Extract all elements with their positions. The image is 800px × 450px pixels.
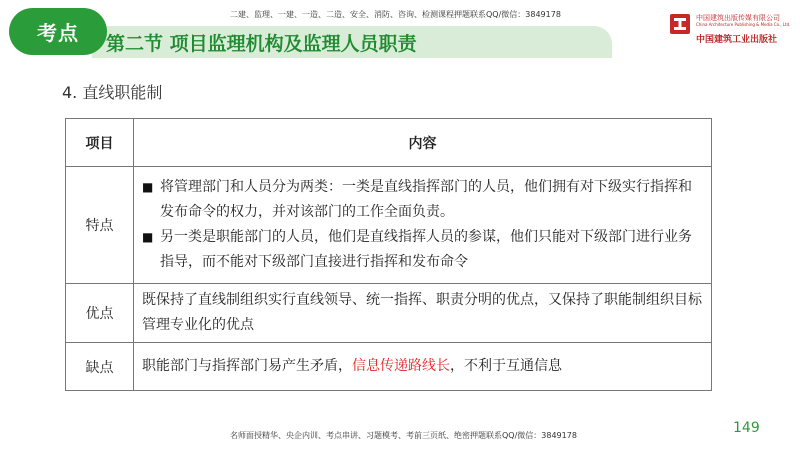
page-number: 149 [733, 420, 760, 436]
publisher-logo-icon [668, 12, 692, 36]
features-content [134, 167, 712, 284]
features-label: 特点 [66, 167, 134, 284]
highlighted-text: 信息传递路线长 [352, 358, 450, 374]
publisher-logo-block [668, 10, 793, 46]
features-bullet-1: ■ 将管理部门和人员分为两类：一类是直线指挥部门的人员，他们拥有对下级实行指挥和发布命令的权力，并对该部门的工作全面负责。 [142, 175, 703, 225]
content-table [65, 118, 712, 391]
section-title: 第二节 项目监理机构及监理人员职责 [106, 33, 417, 55]
table-row-features [66, 167, 712, 284]
table-row-disadvantages [66, 343, 712, 391]
subtitle: 4. 直线职能制 [62, 83, 163, 102]
publisher-name-2: 中国建筑工业出版社 [696, 35, 778, 45]
table-header-row [66, 119, 712, 167]
header [0, 0, 800, 62]
disadvantages-label: 缺点 [66, 343, 134, 391]
square-bullet-icon: ■ [142, 180, 154, 194]
header-item: 项目 [66, 119, 134, 167]
advantages-content: 既保持了直线制组织实行直线领导、统一指挥、职责分明的优点，又保持了职能制组织目标管理专业化的优点 [134, 284, 712, 343]
publisher-name: 中国建筑出版传媒有限公司 [696, 14, 780, 22]
square-bullet-icon: ■ [142, 230, 154, 244]
advantages-label: 优点 [66, 284, 134, 343]
header-content: 内容 [134, 119, 712, 167]
publisher-name-en: China Architecture Publishing & Media Co., Ltd. [696, 22, 791, 27]
table-row-advantages [66, 284, 712, 343]
topic-badge [9, 8, 107, 55]
footer-contact-note: 名师面授精华、央企内训、考点串讲、习题模考、考前三页纸、绝密押题联系QQ/微信：3849178 [230, 431, 577, 440]
badge-label: 考点 [37, 21, 79, 45]
top-contact-note: 二建、监理、一建、一造、二造、安全、消防、咨询、检测课程押题联系QQ/微信：3849178 [230, 10, 561, 19]
disadvantages-content: 职能部门与指挥部门易产生矛盾，信息传递路线长，不利于互通信息 [134, 343, 712, 391]
features-bullet-2: ■ 另一类是职能部门的人员，他们是直线指挥人员的参谋，他们只能对下级部门进行业务指导，而不能对下级部门直接进行指挥和发布命令 [142, 225, 703, 275]
